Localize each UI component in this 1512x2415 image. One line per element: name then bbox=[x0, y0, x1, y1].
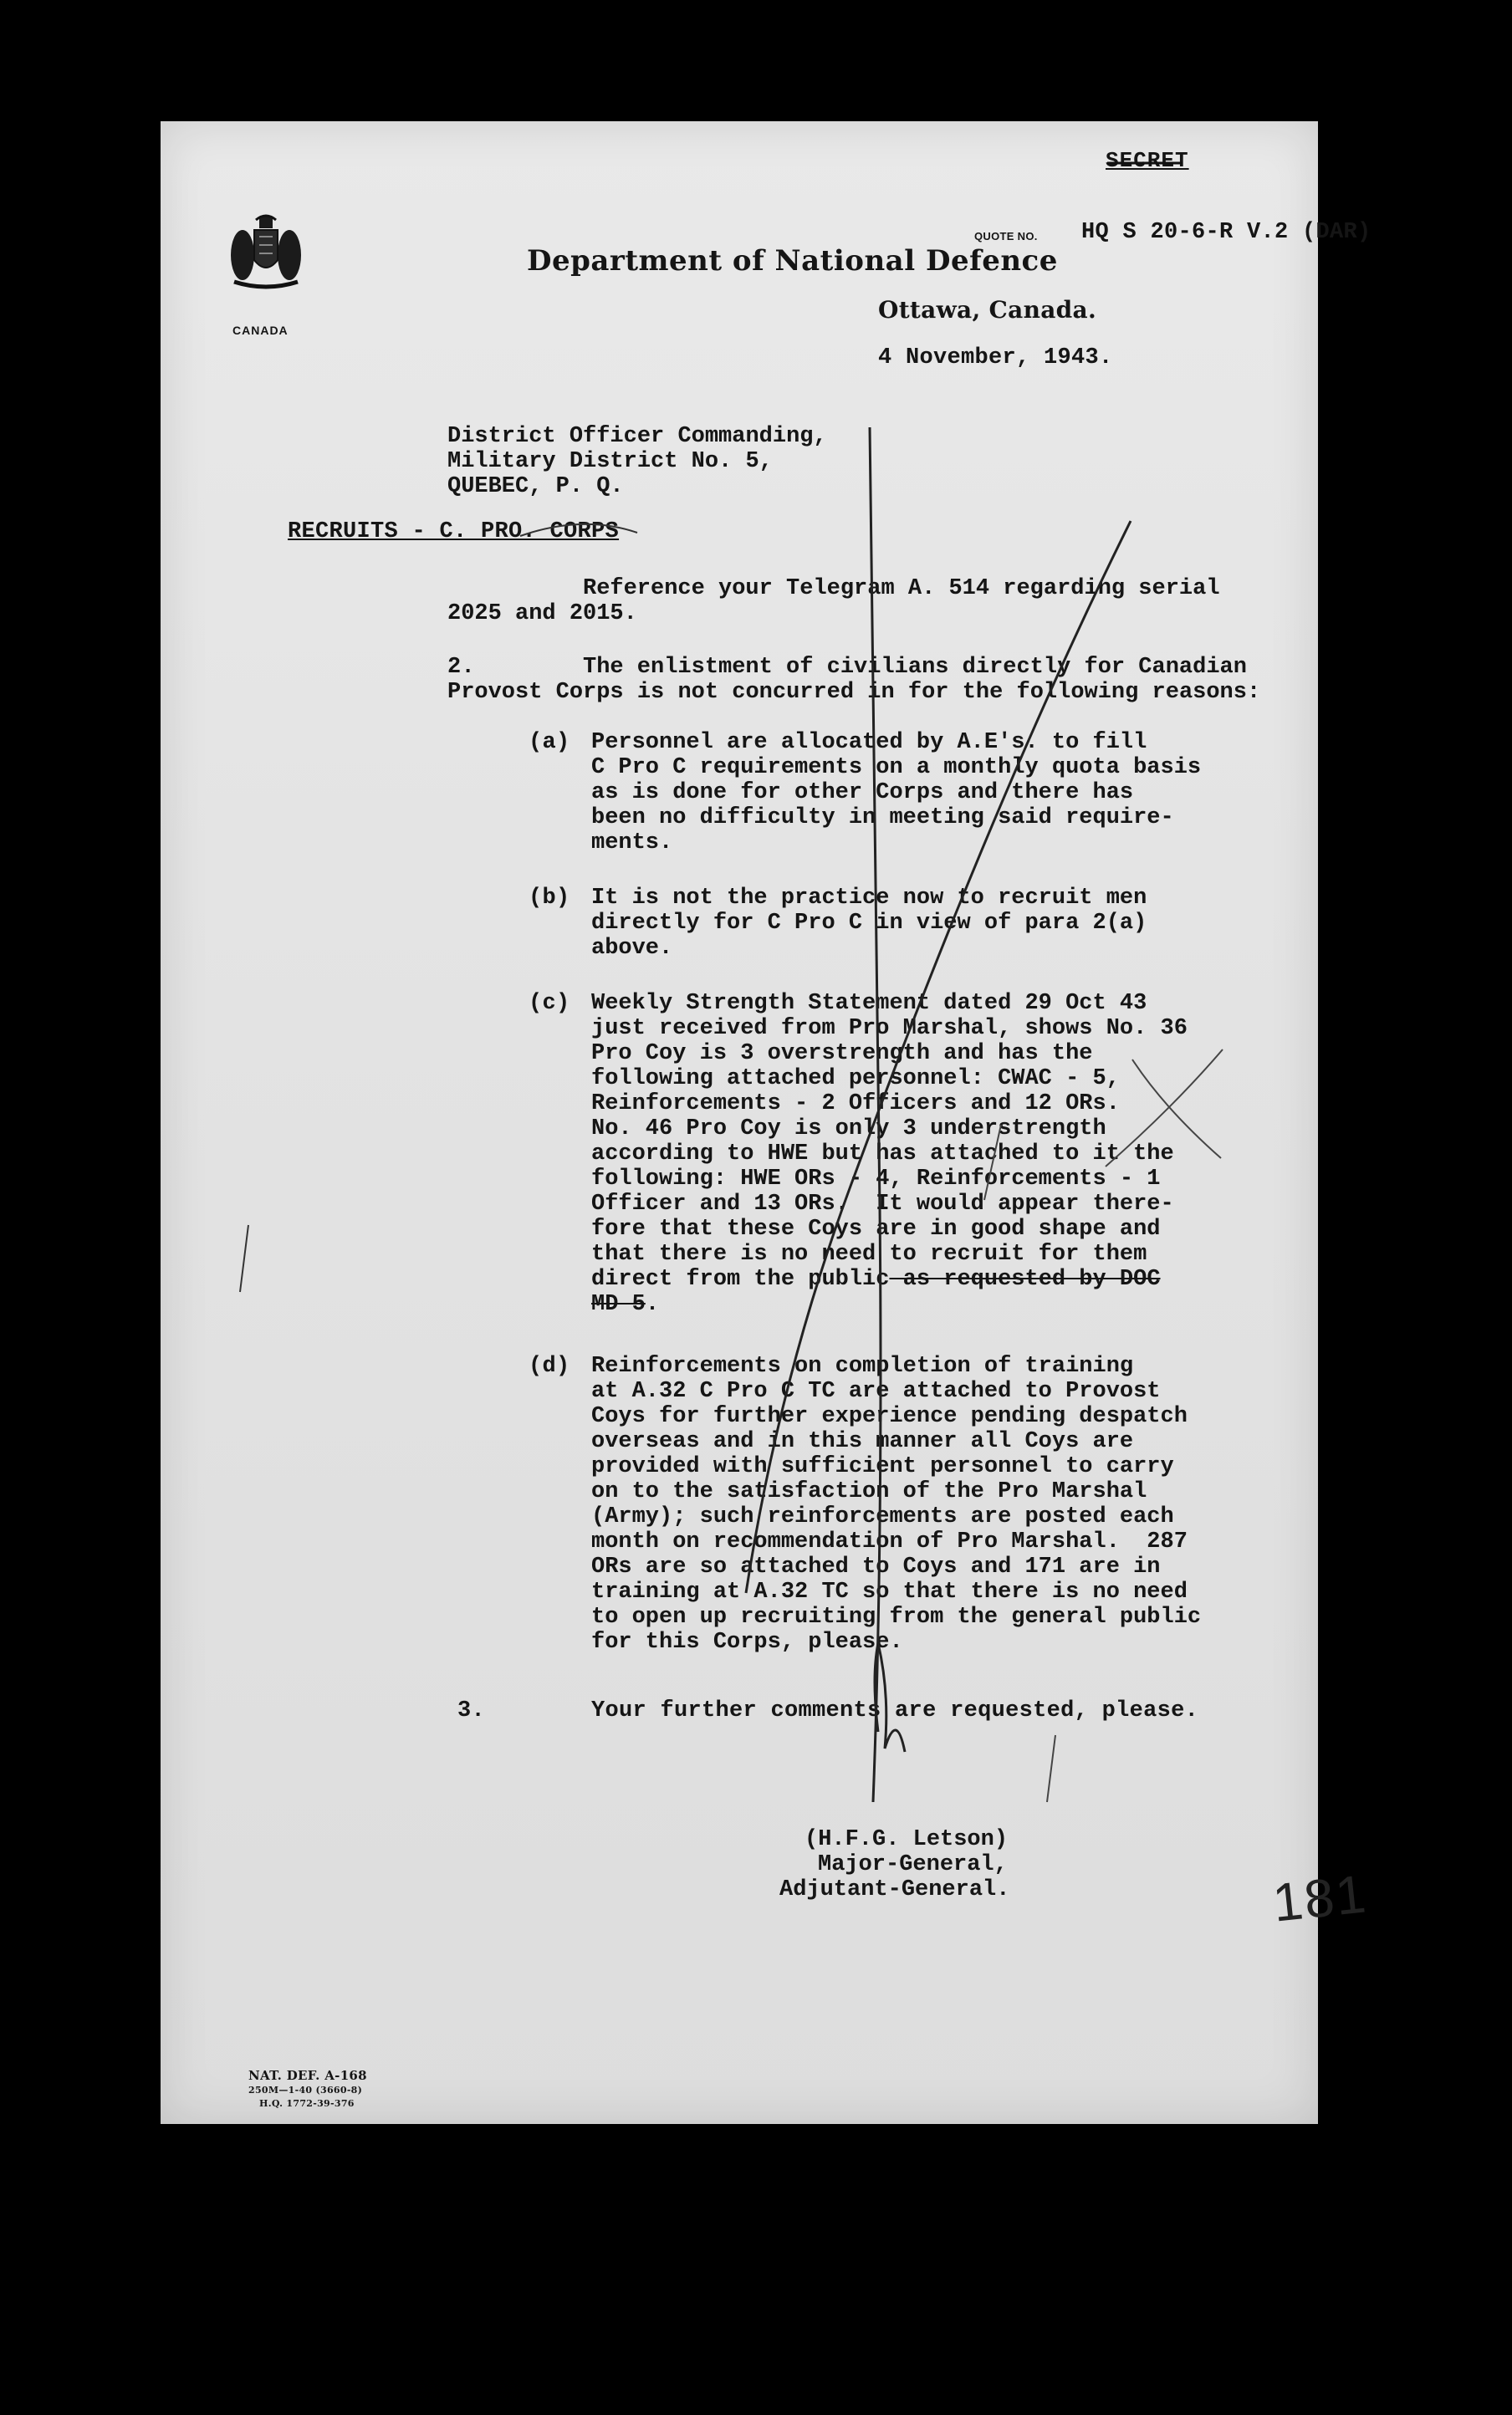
addressee-line-1: District Officer Commanding, bbox=[447, 424, 827, 449]
text-line: to open up recruiting from the general public bbox=[591, 1605, 1202, 1630]
text-line: Personnel are allocated by A.E's. to fill bbox=[591, 730, 1147, 755]
text-line: for this Corps, please. bbox=[591, 1630, 903, 1655]
addressee-block bbox=[447, 424, 827, 499]
text-line: provided with sufficient personnel to carry bbox=[591, 1454, 1174, 1479]
item-b-text bbox=[591, 886, 1147, 961]
period: . bbox=[645, 1292, 660, 1317]
signature-block bbox=[779, 1827, 1009, 1902]
item-b-label: (b) bbox=[529, 886, 570, 911]
text-line: 2025 and 2015. bbox=[447, 601, 637, 626]
text-line: directly for C Pro C in view of para 2(a) bbox=[591, 911, 1147, 936]
document-page bbox=[161, 121, 1372, 2124]
item-d-text bbox=[591, 1354, 1201, 1655]
text-line: Coys for further experience pending despatch bbox=[591, 1404, 1188, 1429]
signature-name: (H.F.G. Letson) bbox=[805, 1827, 1009, 1852]
addressee-line-3: QUEBEC, P. Q. bbox=[447, 474, 624, 499]
text-line: that there is no need to recruit for them bbox=[591, 1242, 1147, 1267]
text-line: just received from Pro Marshal, shows No. 36 bbox=[591, 1016, 1188, 1041]
text-line: ments. bbox=[591, 830, 673, 855]
paragraph-2 bbox=[447, 655, 1260, 705]
addressee-line-2: Military District No. 5, bbox=[447, 449, 773, 474]
paragraph-3-number: 3. bbox=[457, 1698, 486, 1723]
text-line: Pro Coy is 3 overstrength and has the bbox=[591, 1041, 1093, 1066]
item-c-label: (c) bbox=[529, 991, 570, 1016]
text-line: according to HWE but has attached to it the bbox=[591, 1141, 1174, 1167]
form-footer-line-2: 250M—1-40 (3660-8) bbox=[248, 2085, 363, 2096]
text-line: at A.32 C Pro C TC are attached to Provost bbox=[591, 1379, 1161, 1404]
text-line: fore that these Coys are in good shape and bbox=[591, 1217, 1161, 1242]
text-line: Weekly Strength Statement dated 29 Oct 43 bbox=[591, 991, 1147, 1016]
text-line: above. bbox=[591, 936, 673, 961]
text-line: ORs are so attached to Coys and 171 are in bbox=[591, 1555, 1161, 1580]
text-fragment: direct from the public bbox=[591, 1267, 890, 1292]
struck-text: MD 5 bbox=[591, 1292, 646, 1317]
text-line: following: HWE ORs - 4, Reinforcements - 1 bbox=[591, 1167, 1161, 1192]
item-c-text bbox=[591, 991, 1188, 1317]
item-d-label: (d) bbox=[529, 1354, 570, 1379]
text-line bbox=[591, 1267, 1188, 1292]
paragraph-3: Your further comments are requested, please. bbox=[591, 1698, 1199, 1723]
text-line: on to the satisfaction of the Pro Marshal bbox=[591, 1479, 1147, 1504]
text-line: as is done for other Corps and there has bbox=[591, 780, 1134, 805]
text-line: overseas and in this manner all Coys are bbox=[591, 1429, 1134, 1454]
text-line: C Pro C requirements on a monthly quota basis bbox=[591, 755, 1202, 780]
coat-of-arms bbox=[226, 212, 306, 295]
form-footer-line-3: H.Q. 1772-39-376 bbox=[259, 2098, 355, 2109]
form-footer-line-1: NAT. DEF. A-168 bbox=[248, 2068, 367, 2083]
department-heading: Department of National Defence bbox=[527, 244, 1058, 278]
quote-number: HQ S 20-6-R V.2 (DAR) bbox=[1081, 220, 1372, 245]
text-line: It is not the practice now to recruit men bbox=[591, 886, 1147, 911]
paragraph-1 bbox=[447, 576, 1220, 626]
text-line: following attached personnel: CWAC - 5, bbox=[591, 1066, 1120, 1091]
text-line: Reinforcements - 2 Officers and 12 ORs. bbox=[591, 1091, 1120, 1116]
text-line: Officer and 13 ORs. It would appear there- bbox=[591, 1192, 1174, 1217]
text-line: Reinforcements on completion of training bbox=[591, 1354, 1134, 1379]
subject-line: RECRUITS - C. PRO. CORPS bbox=[288, 519, 620, 544]
coat-of-arms-icon bbox=[226, 212, 306, 295]
text-line: training at A.32 TC so that there is no need bbox=[591, 1580, 1188, 1605]
handwritten-page-number: 181 bbox=[1269, 1863, 1371, 1933]
country-label: CANADA bbox=[232, 324, 289, 337]
item-a-text bbox=[591, 730, 1201, 855]
text-line: Provost Corps is not concurred in for the following reasons: bbox=[447, 680, 1261, 705]
text-line: Reference your Telegram A. 514 regarding serial bbox=[583, 576, 1220, 601]
text-line bbox=[591, 1292, 1188, 1317]
date-line: 4 November, 1943. bbox=[878, 345, 1113, 370]
text-line: (Army); such reinforcements are posted each bbox=[591, 1504, 1174, 1529]
quote-label: QUOTE NO. bbox=[974, 230, 1038, 243]
text-line: No. 46 Pro Coy is only 3 understrength bbox=[591, 1116, 1106, 1141]
classification-stamp: SECRET bbox=[1106, 148, 1189, 173]
item-a-label: (a) bbox=[529, 730, 570, 755]
place-line: Ottawa, Canada. bbox=[878, 296, 1097, 324]
signature-rank: Major-General, bbox=[818, 1852, 1008, 1877]
text-line: The enlistment of civilians directly for Canadian bbox=[583, 655, 1247, 680]
signature-title: Adjutant-General. bbox=[779, 1877, 1010, 1902]
text-line: been no difficulty in meeting said require- bbox=[591, 805, 1174, 830]
text-line: month on recommendation of Pro Marshal. 287 bbox=[591, 1529, 1188, 1555]
struck-text: as requested by DOC bbox=[889, 1267, 1161, 1292]
paragraph-2-number: 2. bbox=[447, 655, 476, 680]
